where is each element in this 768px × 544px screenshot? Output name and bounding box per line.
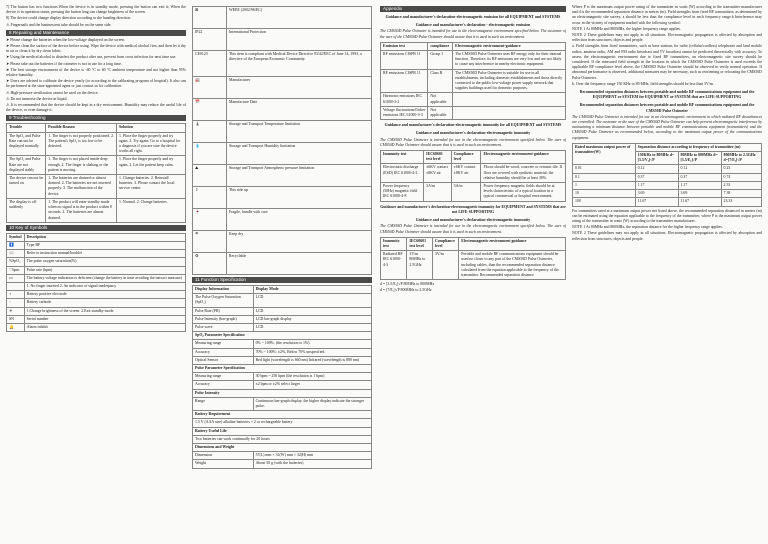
- maintenance-text: [6, 5, 186, 113]
- emc-row-cell: 3A/m: [451, 183, 481, 202]
- spec-subheader-cell: Dimensions and Weight: [193, 444, 372, 452]
- separation-row-cell: 23.33: [721, 198, 761, 206]
- spec-row-cell: Range: [193, 397, 254, 410]
- separation-band-header-cell: 80MHz to 800MHz d=[3.5/E₁]√P: [678, 152, 721, 165]
- separation-band-header-cell: 150KHz to 80MHz d=[3.5/V₁]√P: [635, 152, 678, 165]
- emc-row: [381, 183, 566, 202]
- separation-foot: For transmitters rated at a maximum output power not listed above, the recommended separation distanced in meters (m) can be estimated using the equation applicable to the frequency of the transmitter, where P is the maximum output power rating of the transmitter in watts (W) according to the transmitter manufacturer.: [572, 208, 762, 223]
- symbol-row-cell: WEEE (2002/96/EC): [227, 7, 372, 29]
- symbol-row-cell: Recyclable: [227, 253, 372, 275]
- symbol-row: [193, 253, 372, 275]
- symbol-row-cell: Battery cathode: [24, 299, 185, 307]
- emc-header-cell: Electromagnetic environment-guidance: [481, 151, 566, 164]
- troubleshooting-row: [7, 198, 186, 222]
- spec-row: [193, 381, 372, 389]
- spec-subheader-cell: Battery Useful Life: [193, 427, 372, 435]
- emc-row-cell: Power frequency magnetic fields should be at levels characteristic of a typical location in a typical commercial or hospital environment.: [481, 183, 566, 202]
- spec-heading: 11 Function Specification: [192, 277, 372, 283]
- separation-row-cell: 1.17: [635, 181, 678, 189]
- symbol-row: [7, 291, 186, 299]
- symbol-row-cell: Battery positive electrode: [24, 291, 185, 299]
- emc-header: [381, 237, 566, 250]
- emc-row-cell: RF emissions CISPR 11: [381, 69, 428, 93]
- separation-row-cell: 3.69: [678, 190, 721, 198]
- emc-table: [380, 150, 566, 202]
- emc-title: Guidance and manufacturer's declaration-electromagnetic immunity for all EQUIPMENT and SYSTEMS: [384, 123, 562, 128]
- symbol-row-cell: Manufacture Date: [227, 99, 372, 121]
- troubleshooting-row-cell: The SpO₂ and Pulse Rate are not displayed stably: [7, 156, 46, 175]
- separation-row-cell: 1.17: [678, 181, 721, 189]
- emc-row: [381, 106, 566, 119]
- emc-header-cell: Electromagnetic environment-guidance: [453, 42, 566, 50]
- symbol-row: [193, 187, 372, 209]
- separation-title: Recommended separation distances between portable and mobile RF communications equipment and the EQUIPMENT or SYSTEM for EQUIPMENT or SYSTEM that are LIFE-SUPPORTING: [579, 90, 755, 100]
- radiated-immunity-section: [380, 205, 566, 294]
- symbol-row-cell: 💧: [193, 143, 227, 165]
- troubleshooting-heading: 9 Troubleshooting: [6, 115, 186, 121]
- emc-row-cell: [453, 106, 566, 119]
- column-2: [192, 4, 372, 540]
- emc-title: Guidance and manufacturer's declaration-electromagnetic immunity for EQUIPMENT and SYSTEMS that are not LIFE-SUPPORTING: [380, 204, 566, 214]
- separation-row-cell: 0.74: [721, 173, 761, 181]
- separation-row-cell: 0.1: [573, 173, 636, 181]
- emc-subtitle: Guidance and manufacturer's declaration-electromagnetic immunity: [415, 131, 531, 136]
- emc-intro: The CMS50D Pulse Oximeter is intended for use in the electromagnetic environment specified below. The user of CMS50D Pulse Oximeter should assure that it is used in such an environment.: [380, 137, 566, 147]
- symbol-row-cell: CE0123: [193, 51, 227, 77]
- emc-row-cell: Harmonic emissions IEC 61000-3-2: [381, 93, 428, 106]
- column-4: [572, 4, 762, 540]
- symbol-row-cell: +: [7, 291, 25, 299]
- symbol-row-cell: ⛰: [193, 165, 227, 187]
- spec-row-cell: LCD: [253, 324, 371, 332]
- symbol-row-cell: Fragile, handle with care: [227, 209, 372, 231]
- symbol-row: [7, 241, 186, 249]
- spec-row-cell: Pulse wave: [193, 324, 254, 332]
- spec-row: [193, 294, 372, 307]
- symbols-header: [7, 233, 186, 241]
- spec-row: [193, 340, 372, 348]
- symbol-row-cell: International Protection: [227, 29, 372, 51]
- emc-subtitle: Guidance and manufacturer's declaration-electromagnetic immunity: [415, 218, 531, 223]
- symbol-row: [7, 266, 186, 274]
- spec-row: [193, 324, 372, 332]
- emc-header-cell: Emission test: [381, 42, 428, 50]
- separation-row-cell: 0.12: [678, 165, 721, 173]
- spec-row: [193, 315, 372, 323]
- symbol-row-cell: Pulse rate (bpm): [24, 266, 185, 274]
- separation-row-cell: 10: [573, 190, 636, 198]
- spec-subheader: [193, 332, 372, 340]
- symbol-row: [193, 143, 372, 165]
- emc-row-cell: Voltage fluctuations/flicker emissions IEC 61000-3-3: [381, 106, 428, 119]
- note-a: a. Field strengths from fixed transmitters, such as base stations for radio (cellular/cordless) telephones and land mobile radios, amateur radio, AM and FM radio broadcast and TV broadcast cannot be predicted theoretically with accuracy. To assess the electromagnetic environment due to fixed RF transmitters, an electromagnetic site survey should be considered. If the measured field strength in the location in which the CMS50D Pulse Oximeter is used exceeds the applicable RF compliance level above, the CMS50D Pulse Oximeter should be observed to verify normal operation. If abnormal performance is observed, additional measures may be necessary, such as reorienting or relocating the CMS50D Pulse Oximeter.: [572, 44, 762, 80]
- spec-row-cell: The Pulse Oxygen Saturation (SpO₂): [193, 294, 254, 307]
- spec-row-cell: Two batteries can work continually for 20 hours: [193, 435, 372, 443]
- symbol-row-cell: ☀: [7, 307, 25, 315]
- maintenance-line: ➤ Please clean the surface of the device before using. Wipe the device with medical alcohol first, and then let it dry in air or clean it by dry clean fabric.: [6, 44, 186, 54]
- symbol-row: [7, 258, 186, 266]
- spec-row-cell: LCD bar-graph display: [253, 315, 371, 323]
- separation-row-cell: 0.37: [635, 173, 678, 181]
- maintenance-line: ⚠ It is recommended that the device should be kept in a dry environment. Humidity may reduce the useful life of the device, or even damage it.: [6, 103, 186, 113]
- maintenance-line: ➤ Using the medical alcohol to disinfect the product after use, prevent from cross infection for next time use.: [6, 55, 177, 60]
- separation-row: [573, 173, 762, 181]
- symbol-row: [7, 299, 186, 307]
- emc-row-cell: The CMS50D Pulse Oximeter is suitable for use in all establishments, including domestic establishments and those directly connected to the public low-voltage power supply network that supplies buildings used for domestic purposes.: [453, 69, 566, 93]
- symbol-row-cell: 1. No finger inserted 2. An indicator of signal inadequacy: [24, 282, 185, 290]
- maintenance-line: ➤ Users are advised to calibrate the device yearly (or according to the calibrating program of hospital). It also can be performed at the state-appointed agent or just contact us for calibration.: [6, 79, 186, 89]
- column-3: [380, 4, 566, 540]
- emc-row: [381, 164, 566, 183]
- spec-row-cell: LCD: [253, 294, 371, 307]
- emc-table: [380, 237, 566, 280]
- spec-row-cell: Weight: [193, 460, 254, 468]
- note-n1: NOTE 1 At 80MHz and 800MHz, the higher frequency range applies.: [572, 26, 681, 31]
- emc-row-cell: 3A/m: [424, 183, 451, 202]
- spec-subheader: [193, 427, 372, 435]
- separation-row: [573, 190, 762, 198]
- emc-row-cell: The CMS50D Pulse Oximeter uses RF energy only for their internal function. Therefore, its RF emissions are very low and are not likely to cause any interference in nearby electronic equipment.: [453, 51, 566, 70]
- symbol-row: [7, 315, 186, 323]
- spec-row-cell: ±2 bpm or ±2% select larger: [253, 381, 371, 389]
- troubleshooting-row: [7, 132, 186, 156]
- separation-row-cell: 11.67: [635, 198, 678, 206]
- symbol-row: [7, 307, 186, 315]
- symbol-row-cell: 🚹: [7, 241, 25, 249]
- emc-row-cell: Radiated RF IEC 61000-4-3: [381, 251, 407, 280]
- troubleshooting-row-cell: 1. Place the finger properly and try again. 2. Let the patient keep calm.: [117, 156, 186, 175]
- separation-row-cell: 0.12: [635, 165, 678, 173]
- emc-row-cell: 3V/m 80MHz to 2.5GHz: [407, 251, 433, 280]
- emc-row-cell: Group 1: [428, 51, 453, 70]
- spec-row: [193, 397, 372, 410]
- separation-row: [573, 198, 762, 206]
- separation-row-cell: 7.38: [721, 190, 761, 198]
- maintenance-line: 7) The button has two functions.When the device is in standby mode, pressing the button can exit it; When the device is in operation status, pressing the button long can change brightness of the screen.: [6, 5, 186, 15]
- spec-row-cell: 30 bpm ~ 250 bpm (the resolution is 1 bpm): [253, 373, 371, 381]
- troubleshooting-row-cell: 1. Change batteries. 2. Reinstall batteries. 3. Please contact the local service center.: [117, 175, 186, 199]
- symbol-row-cell: ⇧: [193, 187, 227, 209]
- symbol-row: [193, 121, 372, 143]
- symbol-row: [7, 282, 186, 290]
- separation-row-cell: 0.01: [573, 165, 636, 173]
- symbols-table-continued: [192, 6, 372, 275]
- symbol-row-cell: The pulse oxygen saturation(%): [24, 258, 185, 266]
- spec-header-cell: Display Mode: [253, 286, 371, 294]
- spec-row-cell: Pulse Intensity (bar-graph): [193, 315, 254, 323]
- symbol-row-cell: Manufacturer: [227, 77, 372, 99]
- emc-row-cell: Floors should be wood, concrete or ceramic tile. If floor are covered with synthetic material, the relative humidity should be at least 30%.: [481, 164, 566, 183]
- troubleshooting-row-cell: 1. Normal. 2. Change batteries.: [117, 198, 186, 222]
- emc-row-cell: Not applicable: [428, 106, 453, 119]
- troubleshooting-row: [7, 156, 186, 175]
- spec-row-cell: Dimension: [193, 452, 254, 460]
- spec-row-cell: 0% ~ 100%, (the resolution is 1%).: [253, 340, 371, 348]
- note-n2: NOTE 2 These guidelines may not apply in all situations. Electromagnetic propagation is affected by absorption and reflection from structures, objects and people.: [572, 33, 762, 43]
- spec-header: [193, 286, 372, 294]
- column-1: [6, 4, 186, 540]
- symbol-row-cell: IP22: [193, 29, 227, 51]
- symbol-row-cell: This side up: [227, 187, 372, 209]
- symbol-row: [193, 77, 372, 99]
- emc-row-cell: Class B: [428, 69, 453, 93]
- emission-section: [380, 15, 566, 120]
- note-top: Where P is the maximum output power rating of the transmitter in watts (W) according to the transmitter manufacturer and d is the recommended separation distance in metres (m). Field strengths from fixed RF transmitters, as determined by an electromagnetic site survey, a should be less than the compliance level in each frequency range.b Interference may occur in the vicinity of equipment marked with the following symbol:: [572, 5, 762, 25]
- troubleshooting-row-cell: 1. Place the finger properly and try again. 2. Try again; Go to a hospital for a diagnosis if you are sure the device works all right.: [117, 132, 186, 156]
- symbol-row-cell: 🔔: [7, 323, 25, 331]
- separation-header-cell: Rated maximum output power of transmitter(W): [573, 143, 636, 165]
- maintenance-line: ⚠ High-pressure sterilization cannot be used on the device.: [6, 90, 99, 95]
- symbol-row: [193, 99, 372, 121]
- symbol-row: [193, 209, 372, 231]
- troubleshooting-header: [7, 124, 186, 132]
- spec-row-cell: Measuring range: [193, 340, 254, 348]
- spec-row: [193, 452, 372, 460]
- separation-row-cell: 0.23: [721, 165, 761, 173]
- symbol-row-cell: Storage and Transport Atmospheric pressure limitation: [227, 165, 372, 187]
- troubleshooting-header-cell: Solution: [117, 124, 186, 132]
- troubleshooting-row-cell: 1. The product will enter standby mode when no signal is in the product within 8 seconds. 2. The batteries are almost drained.: [46, 198, 117, 222]
- formula-800-2500mhz: d = [7/E₁]√P 800MHz to 2.5GHz: [380, 288, 432, 293]
- emc-row-cell: Portable and mobile RF communications equipment should be used no closer to any part of the CMS50D Pulse Oximeter, including cables, than the recommended separation distance calculated from the equation applicable to the frequency of the transmitter. Recommended separation distance: [459, 251, 566, 280]
- separation-table: [572, 143, 762, 207]
- maintenance-line: ⚠ Do not immerse the device in liquid.: [6, 96, 68, 101]
- symbol-row-cell: 🍷: [193, 209, 227, 231]
- emc-header-cell: Immunity test: [381, 237, 407, 250]
- symbol-row-cell: ♻: [193, 253, 227, 275]
- separation-band-header-cell: 800MHz to 2.5GHz d=[7/E₁]√P: [721, 152, 761, 165]
- emc-intro: The CMS50D Pulse Oximeter is intended for use in the electromagnetic environment specified below. The customer of the user of the CMS50D Pulse Oximeter should assure that it is used in such an environment.: [380, 29, 566, 39]
- spec-row: [193, 348, 372, 356]
- emc-row-cell: ±6KV contact ±8KV air: [424, 164, 451, 183]
- spec-subheader: [193, 411, 372, 419]
- separation-row: [573, 165, 762, 173]
- separation-intro: The CMS50D Pulse Oximeter is intended for use in an electromagnetic environment in which radiated RF disturbances are controlled. The customer or the user of the CMS50D Pulse Oximeter can help prevent electromagnetic interference by maintaining a minimum distance between portable and mobile RF communications equipment (transmitters) and the CMS50D Pulse Oximeter as recommended below, according to the maximum output power of the communications equipment.: [572, 114, 762, 140]
- maintenance-line: 8) The device could change display direction according to the handing direction.: [6, 16, 132, 21]
- symbol-row: [193, 51, 372, 77]
- maintenance-line: ➤ Please change the batteries when the low-voltage displayed on the screen.: [6, 37, 126, 42]
- troubleshooting-header-cell: Trouble: [7, 124, 46, 132]
- emc-header-cell: Immunity test: [381, 151, 424, 164]
- spec-subheader-cell: SpO₂ Parameter Specification: [193, 332, 372, 340]
- symbol-row-cell: Storage and Transport Humidity limitation: [227, 143, 372, 165]
- spec-row: [193, 460, 372, 468]
- appendix-heading: Appendix: [380, 6, 566, 12]
- symbol-row-cell: 🌡: [193, 121, 227, 143]
- symbols-table: [6, 233, 186, 332]
- emc-header-cell: compliance: [428, 42, 453, 50]
- spec-row: [193, 419, 372, 427]
- emc-row-cell: ±6KV contact ±8KV air: [451, 164, 481, 183]
- emc-header: [381, 42, 566, 50]
- maintenance-line: ➤ Please take out the batteries if the oximeter is not in use for a long time.: [6, 61, 122, 66]
- separation-header: [573, 143, 762, 151]
- troubleshooting-table: [6, 123, 186, 222]
- symbol-row-cell: ⊠: [193, 7, 227, 29]
- emc-intro: The CMS50D Pulse Oximeter is intended for use in the electromagnetic environment specified below. The user of CMS50D Pulse Oximeter should assure that it is used in such an environment.: [380, 224, 566, 234]
- troubleshooting-row-cell: 1. The finger is not properly positioned. 2. The patient's SpO₂ is too low to be detected.: [46, 132, 117, 156]
- maintenance-line: ➤ The best storage environment of the device is -40 °C to 60 °C ambient temperature and not higher than 95% relative humidity.: [6, 67, 186, 78]
- symbol-row-cell: Keep dry: [227, 231, 372, 253]
- separation-subtitle: Recommended separation distances between portable and mobile RF communications equipment and the CMS50D Pulse Oximeter: [579, 103, 755, 113]
- spec-table: [192, 285, 372, 469]
- emc-row-cell: RF emissions CISPR 11: [381, 51, 428, 70]
- emc-row-cell: Power frequency (50Hz) magnetic field IEC 61000-4-8: [381, 183, 424, 202]
- symbol-row-cell: 🏭: [193, 77, 227, 99]
- separation-row: [573, 181, 762, 189]
- symbol-row-cell: Serial number: [24, 315, 185, 323]
- spec-row-cell: LCD: [253, 307, 371, 315]
- symbols-header-cell: Description: [24, 233, 185, 241]
- separation-n1: NOTE 1 At 80MHz and 800MHz, the separation distance for the higher frequency range applies.: [572, 225, 723, 230]
- symbol-row-cell: %SpO₂: [7, 258, 25, 266]
- symbol-row-cell: [7, 282, 25, 290]
- symbol-row-cell: Refer to instruction manual/booklet: [24, 250, 185, 258]
- emc-row-cell: 3V/m: [432, 251, 458, 280]
- separation-section: [572, 90, 762, 242]
- emc-header-cell: Compliance level: [451, 151, 481, 164]
- troubleshooting-row-cell: 1. The batteries are drained or almost drained. 2. The batteries are not inserted properly. 3. The malfunction of the device.: [46, 175, 117, 199]
- symbol-row-cell: 📅: [193, 99, 227, 121]
- spec-row-cell: 70% ~ 100%: ±2%, Below 70% unspecified.: [253, 348, 371, 356]
- spec-subheader-cell: Pulse Parameter Specification: [193, 365, 372, 373]
- spec-row-cell: Accuracy: [193, 348, 254, 356]
- spec-row: [193, 435, 372, 443]
- spec-row: [193, 356, 372, 364]
- spec-subheader-cell: Pulse Intensity: [193, 389, 372, 397]
- spec-row-cell: Accuracy: [193, 381, 254, 389]
- spec-row-cell: 1.5 V (AAA size) alkaline batteries × 2 or rechargeable battery: [193, 419, 372, 427]
- emc-header-cell: IEC60601 test level: [407, 237, 433, 250]
- symbol-row-cell: The battery voltage indication is deficient (change the battery in time avoiding the inexact measure): [24, 274, 185, 282]
- separation-row-cell: 100: [573, 198, 636, 206]
- formula-80-800mhz: d = [3.5/E₁]√P 80MHz to 800MHz: [380, 282, 435, 287]
- symbol-row-cell: ♡bpm: [7, 266, 25, 274]
- symbol-row-cell: SN: [7, 315, 25, 323]
- emc-title: Guidance and manufacturer's declaration-electromagnetic emission for all EQUIPMENT and SYSTEMS: [385, 15, 561, 19]
- emc-row: [381, 51, 566, 70]
- notes-section: [572, 5, 762, 87]
- symbol-row-cell: Storage and Transport Temperature limitation: [227, 121, 372, 143]
- troubleshooting-row-cell: 1. The finger is not placed inside deep enough. 2. The finger is shaking or the patient is moving.: [46, 156, 117, 175]
- emc-row-cell: [453, 93, 566, 106]
- emc-header-cell: IEC60601 test level: [424, 151, 451, 164]
- emc-table: [380, 42, 566, 120]
- separation-n2: NOTE 2 These guidelines may not apply in all situations. Electromagnetic propagation is affected by absorption and reflection from structures, objects and people.: [572, 231, 762, 241]
- spec-header-cell: Display Information: [193, 286, 254, 294]
- troubleshooting-header-cell: Possible Reason: [46, 124, 117, 132]
- symbol-row: [7, 274, 186, 282]
- symbol-row-cell: ☂: [193, 231, 227, 253]
- spec-row-cell: 57(L) mm × 31(W) mm × 32(H) mm: [253, 452, 371, 460]
- symbols-header-cell: Symbol: [7, 233, 25, 241]
- separation-row-cell: 2.33: [721, 181, 761, 189]
- symbol-row: [7, 250, 186, 258]
- spec-row-cell: Red light (wavelength is 660 nm) Infrared (wavelength is 880 nm): [253, 356, 371, 364]
- troubleshooting-row-cell: The device can not be turned on: [7, 175, 46, 199]
- troubleshooting-row-cell: The display is off suddenly: [7, 198, 46, 222]
- note-b: b. Over the frequency range 150 KHz to 80 MHz, field strengths should be less than 3V/m.: [572, 81, 714, 86]
- separation-header-cell: Separation distance according to frequency of transmitter (m): [635, 143, 761, 151]
- symbol-row: [193, 165, 372, 187]
- symbol-row-cell: −: [7, 299, 25, 307]
- emc-row: [381, 93, 566, 106]
- spec-subheader: [193, 389, 372, 397]
- emc-subtitle: Guidance and manufacturer's declaration - electromagnetic emission: [415, 23, 531, 28]
- separation-row-cell: 0.37: [678, 173, 721, 181]
- separation-row-cell: 3.69: [635, 190, 678, 198]
- symbol-row-cell: 📖: [7, 250, 25, 258]
- immunity-section: [380, 123, 566, 201]
- emc-header-cell: Compliance level: [432, 237, 458, 250]
- spec-subheader: [193, 444, 372, 452]
- emc-row-cell: Not applicable: [428, 93, 453, 106]
- separation-row-cell: 1: [573, 181, 636, 189]
- spec-row-cell: About 50 g (with the batteries): [253, 460, 371, 468]
- symbol-row-cell: Alarm inhibit: [24, 323, 185, 331]
- troubleshooting-row: [7, 175, 186, 199]
- spec-subheader-cell: Battery Requirement: [193, 411, 372, 419]
- symbol-row-cell: This item is compliant with Medical Device Directive 93/42/EEC of June 14, 1993, a directive of the European Economic Community.: [227, 51, 372, 77]
- spec-subheader: [193, 365, 372, 373]
- emc-row: [381, 251, 566, 280]
- emc-header-cell: Electromagnetic environment guidance: [459, 237, 566, 250]
- symbol-row: [7, 323, 186, 331]
- symbols-heading: 10 Key of Symbols: [6, 225, 186, 231]
- maintenance-line: ⚠ Fingernails and the luminescent tube should be on the same side.: [6, 22, 112, 27]
- emc-row-cell: Electrostatic discharge (ESD) IEC 61000-4-2: [381, 164, 424, 183]
- emc-row: [381, 69, 566, 93]
- emc-header: [381, 151, 566, 164]
- separation-row-cell: 11.67: [678, 198, 721, 206]
- troubleshooting-row-cell: The SpO₂ and Pulse Rate can not be displayed normally: [7, 132, 46, 156]
- spec-row: [193, 373, 372, 381]
- symbol-row: [193, 7, 372, 29]
- symbol-row-cell: ▭: [7, 274, 25, 282]
- maintenance-line: 8 Repairing and Maintenance: [6, 30, 186, 36]
- spec-row-cell: Optical Sensor: [193, 356, 254, 364]
- spec-row: [193, 307, 372, 315]
- symbol-row: [193, 29, 372, 51]
- symbol-row-cell: 1.Change brightness of the screen. 2.Exit standby mode.: [24, 307, 185, 315]
- spec-row-cell: Measuring range: [193, 373, 254, 381]
- symbol-row: [193, 231, 372, 253]
- spec-row-cell: Pulse Rate (PR): [193, 307, 254, 315]
- symbol-row-cell: Type BF: [24, 241, 185, 249]
- spec-row-cell: Continuous bar-graph display, the higher display indicate the stronger pulse.: [253, 397, 371, 410]
